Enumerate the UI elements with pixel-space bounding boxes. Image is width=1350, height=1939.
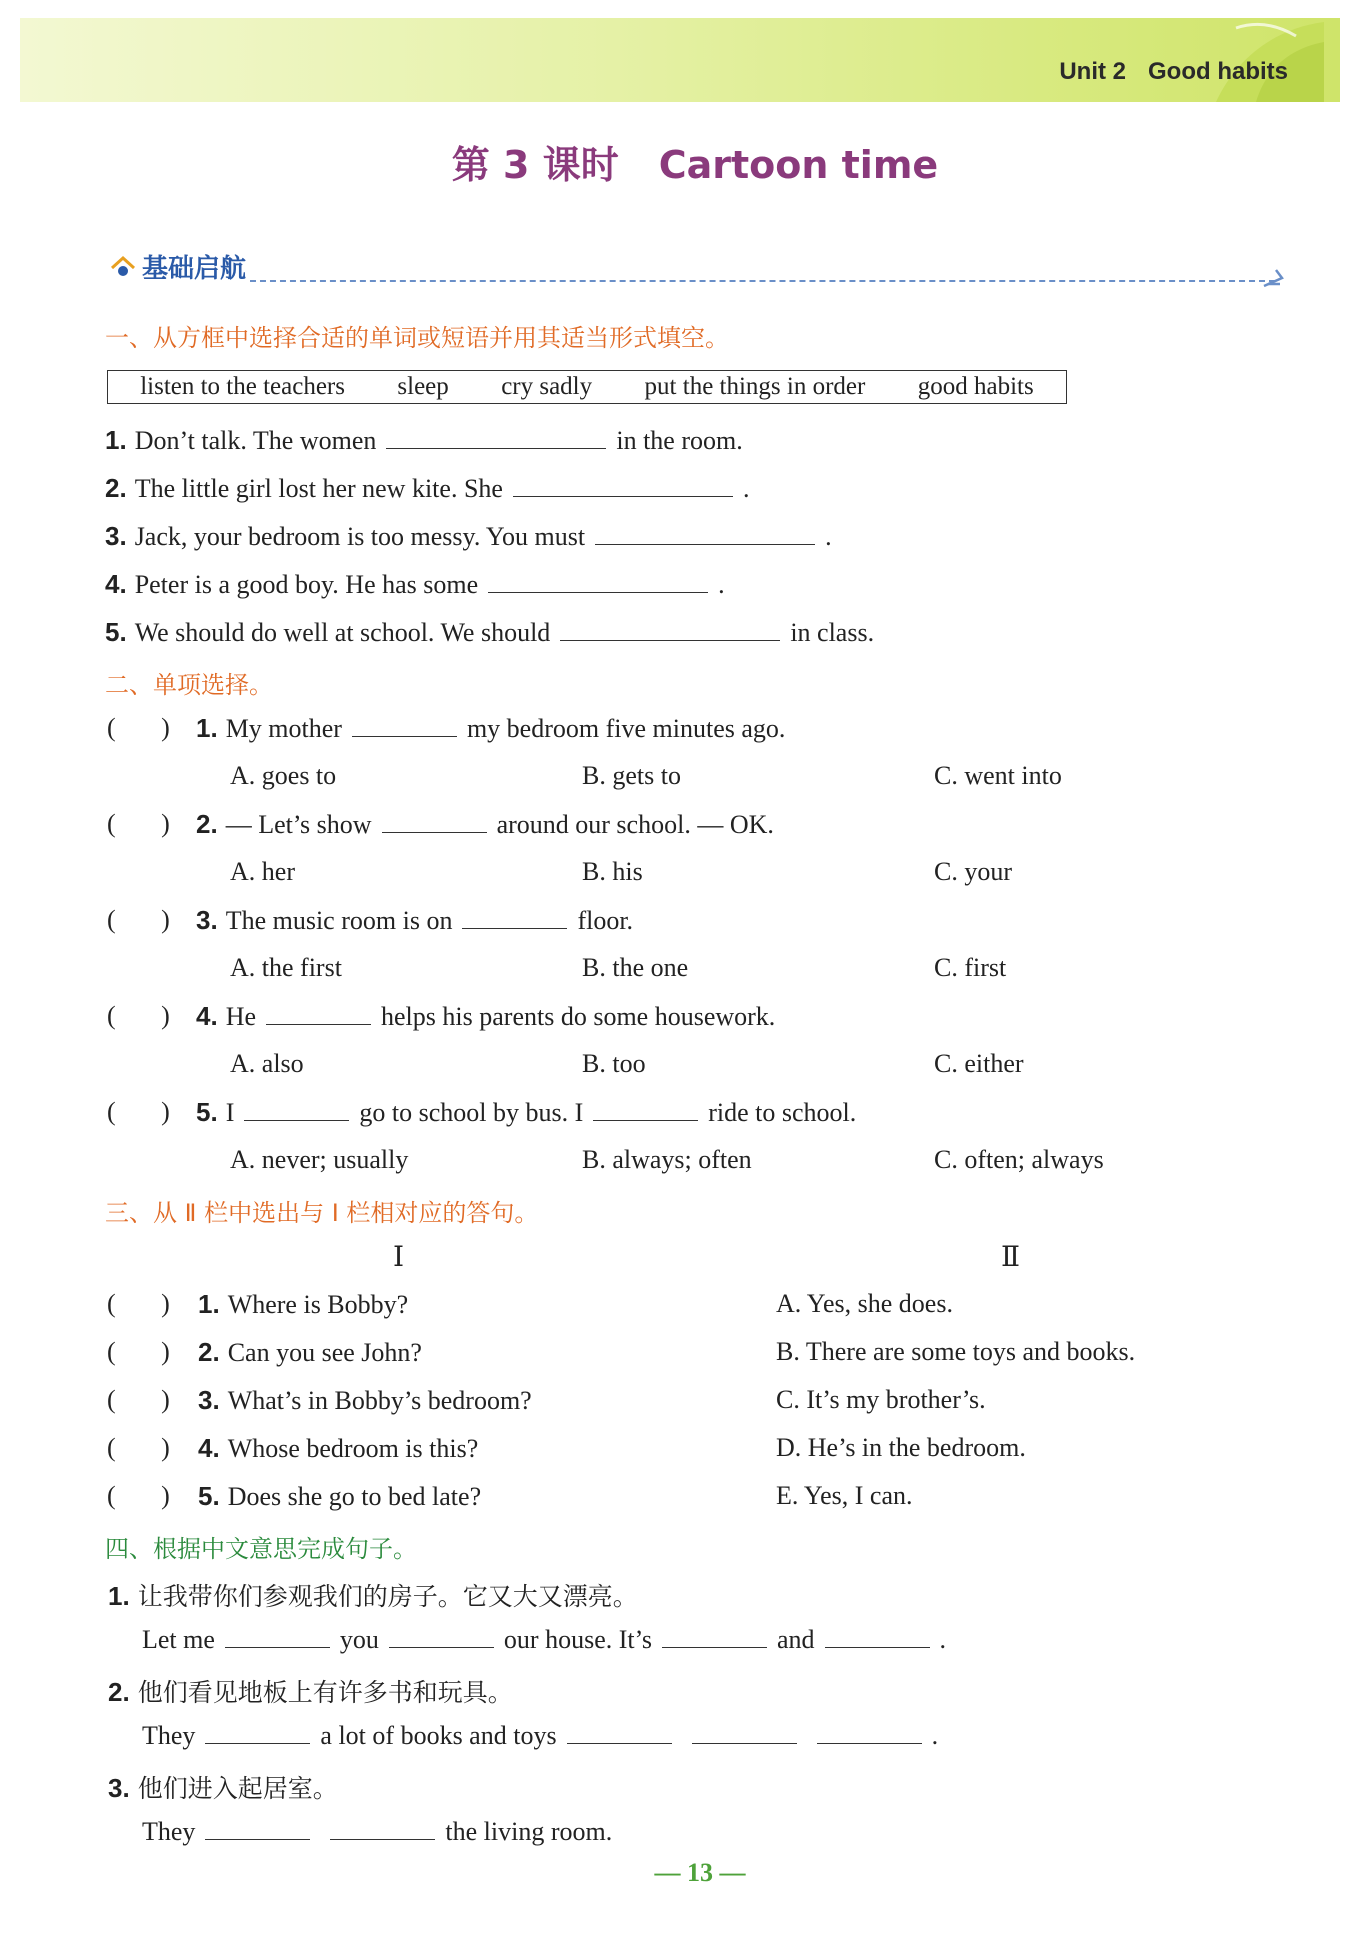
- translate-prompt: [108, 1577, 638, 1613]
- answer-blank[interactable]: [389, 1646, 494, 1648]
- answer-paren[interactable]: ( ): [107, 1433, 170, 1462]
- answer-blank[interactable]: [817, 1742, 922, 1744]
- column-one-label: Ⅰ: [393, 1242, 405, 1273]
- item-text: He: [225, 1002, 257, 1031]
- item-text: My mother: [225, 714, 342, 743]
- item-text: go to school by bus. I: [359, 1098, 584, 1127]
- item-text: Peter is a good boy. He has some: [134, 570, 479, 599]
- unit-number: Unit 2: [1059, 58, 1126, 85]
- item-text: Jack, your bedroom is too messy. You must: [134, 522, 586, 551]
- option-b[interactable]: B. his: [582, 857, 643, 886]
- item-number: 2.: [198, 1337, 220, 1367]
- match-answer: A. Yes, she does.: [776, 1289, 953, 1318]
- answer-blank[interactable]: [205, 1838, 310, 1840]
- fill-item: [105, 473, 749, 504]
- fill-item: [105, 521, 832, 552]
- item-number: 2.: [196, 809, 218, 839]
- answer-blank[interactable]: [352, 735, 457, 737]
- item-number: 4.: [198, 1433, 220, 1463]
- item-text: What’s in Bobby’s bedroom?: [227, 1386, 532, 1415]
- fill-item: [105, 617, 874, 648]
- choice-question: [196, 713, 785, 744]
- answer-paren[interactable]: ( ): [107, 809, 170, 838]
- item-text: Let me: [142, 1625, 215, 1654]
- option-b[interactable]: B. the one: [582, 953, 689, 982]
- option-c[interactable]: C. either: [934, 1049, 1024, 1078]
- choice-question: [196, 1097, 856, 1128]
- chinese-sentence: 让我带你们参观我们的房子。它又大又漂亮。: [137, 1582, 638, 1611]
- item-text: and: [776, 1625, 815, 1654]
- option-c[interactable]: C. went into: [934, 761, 1062, 790]
- item-number: 1.: [198, 1289, 220, 1319]
- match-question: [198, 1337, 422, 1368]
- item-text: in the room.: [616, 426, 743, 455]
- answer-paren[interactable]: ( ): [107, 1289, 170, 1318]
- option-a[interactable]: A. also: [230, 1049, 304, 1078]
- part1-heading: 一、从方框中选择合适的单词或短语并用其适当形式填空。: [105, 324, 729, 352]
- item-text: around our school. — OK.: [496, 810, 774, 839]
- answer-blank[interactable]: [825, 1646, 930, 1648]
- match-question: [198, 1433, 478, 1464]
- item-text: .: [742, 474, 750, 503]
- word-option: sleep: [397, 373, 449, 400]
- option-a[interactable]: A. never; usually: [230, 1145, 409, 1174]
- translate-prompt: [108, 1769, 338, 1805]
- answer-blank[interactable]: [593, 1119, 698, 1121]
- answer-blank[interactable]: [244, 1119, 349, 1121]
- option-c[interactable]: C. first: [934, 953, 1007, 982]
- item-text: a lot of books and toys: [320, 1721, 557, 1750]
- roof-house-icon: [110, 254, 136, 280]
- item-text: Can you see John?: [227, 1338, 422, 1367]
- fill-item: [105, 425, 743, 456]
- item-text: The music room is on: [225, 906, 453, 935]
- item-number: 1.: [196, 713, 218, 743]
- word-option: put the things in order: [644, 373, 866, 400]
- column-two-label: Ⅱ: [1001, 1242, 1021, 1273]
- match-question: [198, 1385, 532, 1416]
- choice-question: [196, 809, 774, 840]
- match-question: [198, 1289, 408, 1320]
- item-text: floor.: [577, 906, 634, 935]
- item-text: the living room.: [445, 1817, 613, 1846]
- item-number: 1.: [108, 1581, 130, 1611]
- answer-blank[interactable]: [692, 1742, 797, 1744]
- answer-blank[interactable]: [330, 1838, 435, 1840]
- translate-answer: [142, 1817, 612, 1847]
- item-text: Does she go to bed late?: [227, 1482, 482, 1511]
- answer-blank[interactable]: [462, 927, 567, 929]
- item-text: I: [225, 1098, 235, 1127]
- translate-answer: [142, 1625, 946, 1655]
- item-text: We should do well at school. We should: [134, 618, 551, 647]
- part2-heading: 二、单项选择。: [105, 671, 273, 699]
- page-title: [0, 134, 1350, 189]
- word-option: good habits: [917, 373, 1034, 400]
- word-option: cry sadly: [501, 373, 593, 400]
- section-heading: [110, 248, 246, 285]
- item-text: They: [142, 1721, 196, 1750]
- item-text: Where is Bobby?: [227, 1290, 409, 1319]
- match-answer: E. Yes, I can.: [776, 1481, 913, 1510]
- answer-blank[interactable]: [382, 831, 487, 833]
- option-a[interactable]: A. the first: [230, 953, 342, 982]
- unit-title: Good habits: [1148, 58, 1288, 85]
- answer-blank[interactable]: [595, 543, 815, 545]
- item-text: The little girl lost her new kite. She: [134, 474, 503, 503]
- item-number: 5.: [198, 1481, 220, 1511]
- chinese-sentence: 他们进入起居室。: [137, 1774, 338, 1803]
- option-b[interactable]: B. too: [582, 1049, 646, 1078]
- item-number: 4.: [196, 1001, 218, 1031]
- word-box: [107, 370, 1067, 404]
- chinese-sentence: 他们看见地板上有许多书和玩具。: [137, 1678, 513, 1707]
- choice-question: [196, 1001, 775, 1032]
- answer-blank[interactable]: [662, 1646, 767, 1648]
- translate-answer: [142, 1721, 938, 1751]
- item-number: 2.: [108, 1677, 130, 1707]
- section-divider: [250, 280, 1275, 282]
- answer-blank[interactable]: [266, 1023, 371, 1025]
- option-c[interactable]: C. your: [934, 857, 1012, 886]
- answer-paren[interactable]: ( ): [107, 1001, 170, 1030]
- answer-blank[interactable]: [567, 1742, 672, 1744]
- answer-paren[interactable]: ( ): [107, 905, 170, 934]
- lesson-number: 第 3 课时: [451, 143, 619, 187]
- answer-paren[interactable]: ( ): [107, 1337, 170, 1366]
- lesson-name: Cartoon time: [658, 143, 939, 187]
- answer-blank[interactable]: [488, 591, 708, 593]
- item-number: 3.: [108, 1773, 130, 1803]
- item-number: 5.: [105, 617, 127, 647]
- answer-blank[interactable]: [386, 447, 606, 449]
- option-c[interactable]: C. often; always: [934, 1145, 1104, 1174]
- item-number: 1.: [105, 425, 127, 455]
- item-text: .: [931, 1721, 939, 1750]
- answer-blank[interactable]: [205, 1742, 310, 1744]
- match-question: [198, 1481, 481, 1512]
- match-answer: C. It’s my brother’s.: [776, 1385, 986, 1414]
- item-text: .: [939, 1625, 947, 1654]
- word-option: listen to the teachers: [140, 373, 345, 400]
- item-text: — Let’s show: [225, 810, 372, 839]
- item-text: in class.: [790, 618, 875, 647]
- option-a[interactable]: A. goes to: [230, 761, 337, 790]
- answer-paren[interactable]: ( ): [107, 713, 170, 742]
- arrow-icon: [1262, 268, 1286, 288]
- item-text: .: [825, 522, 832, 551]
- item-text: Don’t talk. The women: [134, 426, 377, 455]
- item-text: helps his parents do some housework.: [381, 1002, 776, 1031]
- answer-blank[interactable]: [225, 1646, 330, 1648]
- unit-label: [1059, 58, 1288, 86]
- answer-blank[interactable]: [513, 495, 733, 497]
- choice-question: [196, 905, 633, 936]
- item-text: ride to school.: [708, 1098, 857, 1127]
- item-number: 2.: [105, 473, 127, 503]
- translate-prompt: [108, 1673, 513, 1709]
- page-number: — 13 —: [654, 1858, 746, 1887]
- section-label: 基础启航: [142, 254, 247, 284]
- item-text: Whose bedroom is this?: [227, 1434, 479, 1463]
- item-text: .: [718, 570, 725, 599]
- item-number: 5.: [196, 1097, 218, 1127]
- item-text: our house. It’s: [503, 1625, 652, 1654]
- part3-heading: 三、从 Ⅱ 栏中选出与 Ⅰ 栏相对应的答句。: [105, 1199, 539, 1227]
- answer-paren[interactable]: ( ): [107, 1097, 170, 1126]
- answer-paren[interactable]: ( ): [107, 1481, 170, 1510]
- part4-heading: 四、根据中文意思完成句子。: [105, 1535, 417, 1563]
- option-b[interactable]: B. gets to: [582, 761, 681, 790]
- option-a[interactable]: A. her: [230, 857, 295, 886]
- item-text: you: [339, 1625, 379, 1654]
- item-number: 3.: [198, 1385, 220, 1415]
- item-text: my bedroom five minutes ago.: [466, 714, 786, 743]
- fill-item: [105, 569, 725, 600]
- answer-blank[interactable]: [560, 639, 780, 641]
- match-answer: D. He’s in the bedroom.: [776, 1433, 1026, 1462]
- answer-paren[interactable]: ( ): [107, 1385, 170, 1414]
- item-number: 4.: [105, 569, 127, 599]
- option-b[interactable]: B. always; often: [582, 1145, 752, 1174]
- match-answer: B. There are some toys and books.: [776, 1337, 1136, 1366]
- item-number: 3.: [105, 521, 127, 551]
- item-text: They: [142, 1817, 196, 1846]
- item-number: 3.: [196, 905, 218, 935]
